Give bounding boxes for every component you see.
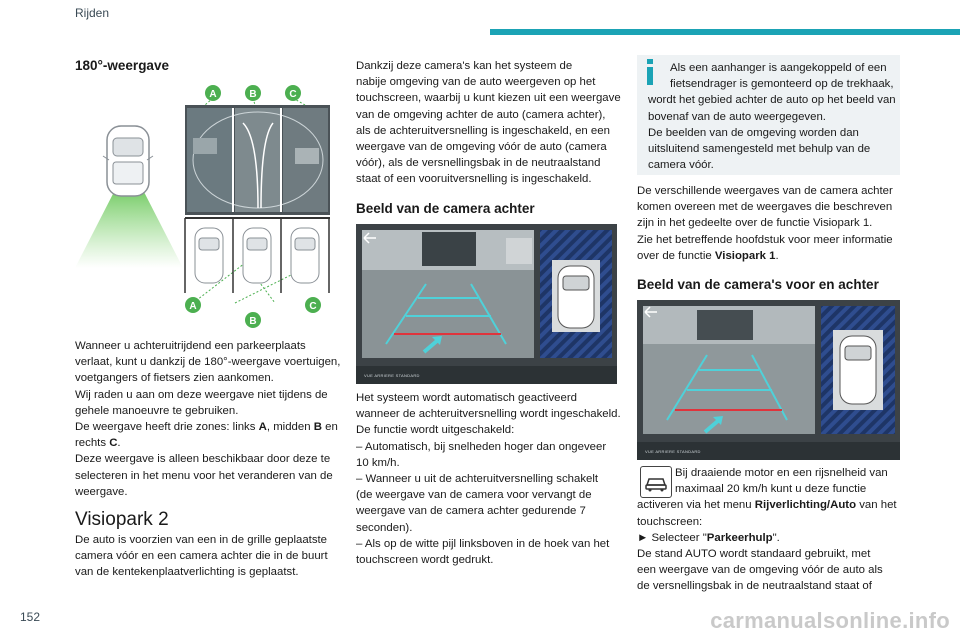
paragraph-180-view: Wanneer u achteruitrijdend een parkeerplaats verlaat, kunt u dankzij de 180°-weergave voertuigen, voetgangers of fietsers zien aankomen. Wij raden u aan om deze weergave niet tijdens de gehele manoeuvre te gebruiken. De weergave heeft drie zones: links A, midden B en rechts C. Deze weergave is alleen beschikbaar door deze te selecteren in het menu voor het veranderen van de weergave. <box>75 340 341 498</box>
paragraph-visiopark-2-cameras: Dankzij deze camera's kan het systeem de nabije omgeving van de auto weergeven op het touchscreen, waarbij u kunt kiezen uit een weergave van de omgeving achter de auto (camera achter), als de achteruitversnelling is ingeschakeld, en een weergave van de omgeving vóór de auto (camera vóór), als de versnellingsbak in de neutraalstand staat of een vooruitversnelling is ingeschakeld. <box>356 60 621 186</box>
front-rear-camera-screen <box>637 300 900 460</box>
front-rear-camera-screen-label: VUE ARRIERE STANDARD <box>645 449 701 454</box>
camera-cone <box>75 190 183 268</box>
heading-rear-camera: Beeld van de camera achter <box>356 201 535 216</box>
paragraph-rear-camera: Het systeem wordt automatisch geactiveerd wanneer de achteruitversnelling wordt ingeschakeld. De functie wordt uitgeschakeld: – Automatisch, bij snelheden hoger dan ongeveer 10 km/h. – Wanneer u uit de achteruitversnelling schakelt (de weergave van de camera voor vervangt de weergave van de camera achter gedurende 7 seconden). – Als op de witte pijl linksboven in de hoek van het touchscreen wordt gedrukt. <box>356 392 621 567</box>
heading-visiopark-2: Visiopark 2 <box>75 509 169 530</box>
parking-lot <box>185 218 330 293</box>
camera-180-image <box>185 105 330 215</box>
info-box-text: Als een aanhanger is aangekoppeld of een fietsendrager is gemonteerd op de trekhaak, wordt het gebied achter de auto op het beeld van bovenaf van de auto weergegeven. De beelden van de omgeving worden dan uitsluitend samengesteld met behulp van de camera vóór. <box>648 62 896 172</box>
zone-label-a-bottom: A <box>189 301 197 312</box>
zone-label-c-bottom: C <box>309 301 317 312</box>
zone-label-c-top: C <box>289 89 297 100</box>
heading-front-rear-cameras: Beeld van de camera's voor en achter <box>637 277 879 292</box>
zone-label-b-top: B <box>249 89 257 100</box>
header-accent-bar <box>490 29 960 35</box>
rear-camera-screen-label: VUE ARRIERE STANDARD <box>364 373 420 378</box>
watermark: carmanualsonline.info <box>710 608 950 633</box>
zone-label-a-top: A <box>209 89 217 100</box>
zone-label-b-bottom: B <box>249 316 257 327</box>
rear-camera-screen <box>356 224 617 384</box>
figure-180-view <box>75 78 340 333</box>
page-number: 152 <box>20 610 41 624</box>
paragraph-visiopark-2-intro: De auto is voorzien van een in de grille geplaatste camera vóór en een camera achter die in de buurt van de kentekenplaatverlichting is geplaatst. <box>75 534 328 579</box>
car-top-view <box>103 126 153 196</box>
paragraph-front-rear-cameras: Bij draaiende motor en een rijsnelheid van maximaal 20 km/h kunt u deze functie activeren via het menu Rijverlichting/Auto van het touchscreen: ► Selecteer "Parkeerhulp". De stand AUTO wordt standaard gebruikt, met een weergave van de omgeving vóór de auto als de versnellingsbak in de neutraalstand staat of <box>637 467 897 593</box>
heading-180-view: 180°-weergave <box>75 58 169 73</box>
section-title: Rijden <box>75 6 110 20</box>
paragraph-rear-camera-views: De verschillende weergaves van de camera achter komen overeen met de weergaves die beschreven zijn in het gedeelte over de functie Visiopark 1. Zie het betreffende hoofdstuk voor meer informatie over de functie Visiopark 1. <box>637 185 893 262</box>
